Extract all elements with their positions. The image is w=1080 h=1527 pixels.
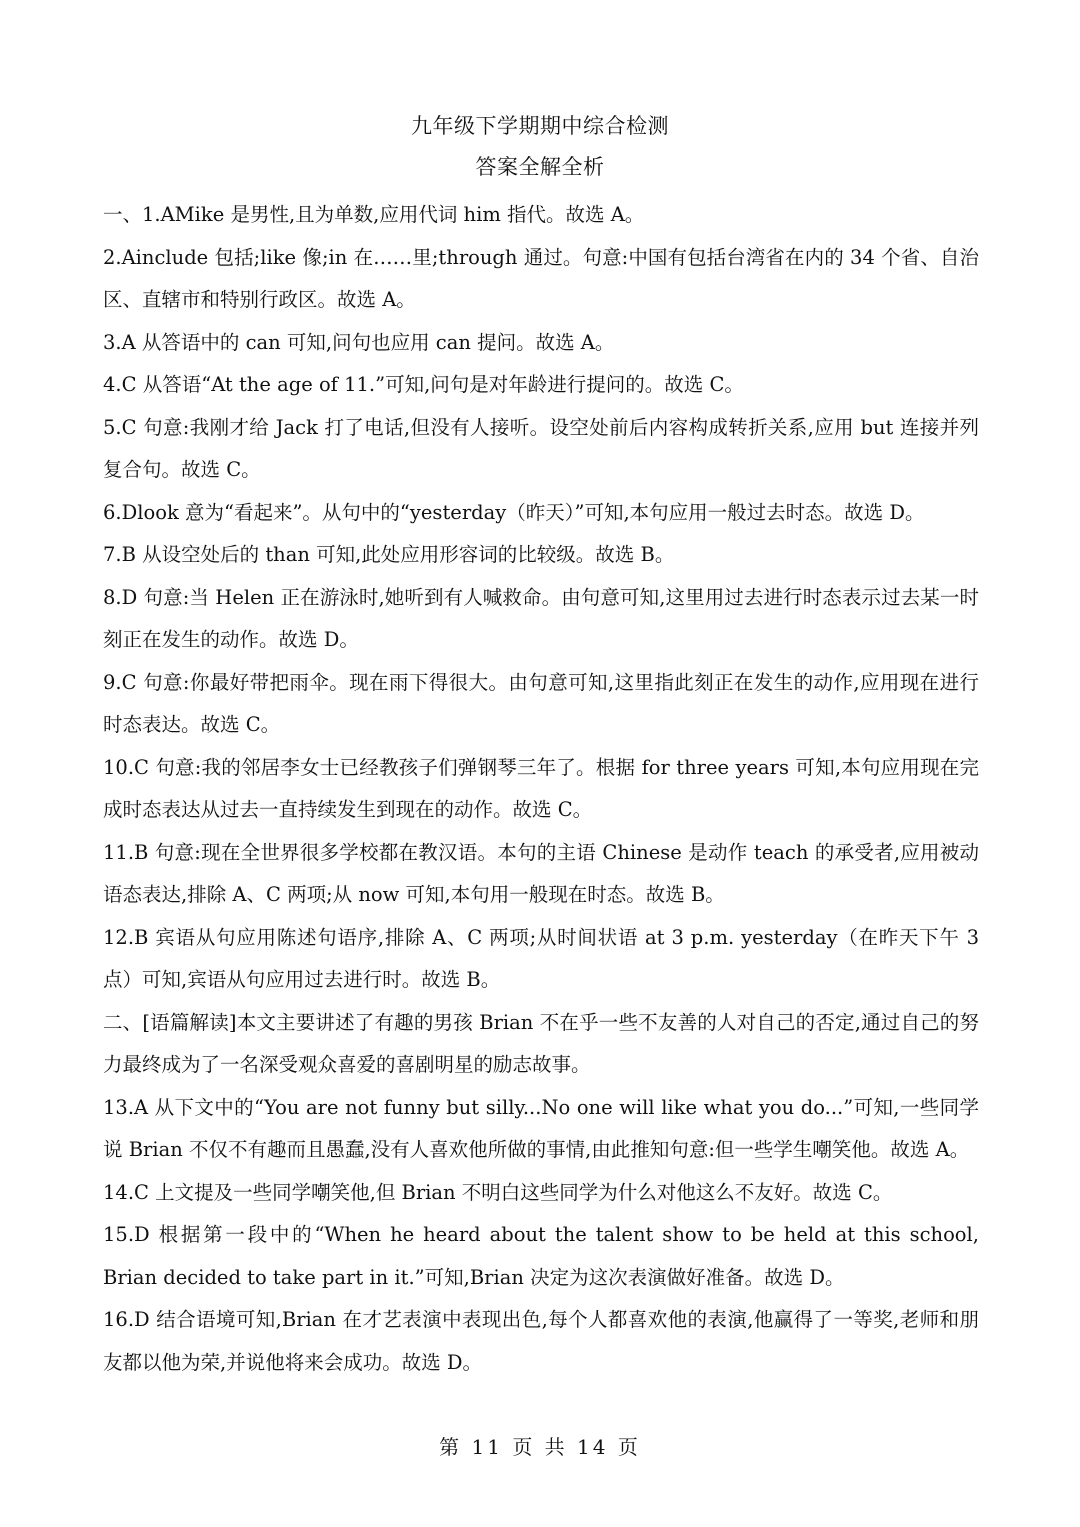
answer-paragraph-7: 7.B 从设空处后的 than 可知,此处应用形容词的比较级。故选 B。	[103, 543, 675, 566]
page-subtitle: 答案全解全析	[475, 155, 605, 179]
answer-paragraph-12: 12.B 宾语从句应用陈述句语序,排除 A、C 两项;从时间状语 at 3 p.m. yesterday（在昨天下午 3 点）可知,宾语从句应用过去进行时。故选 B。	[103, 925, 979, 991]
answer-paragraph-3: 3.A 从答语中的 can 可知,问句也应用 can 提问。故选 A。	[103, 330, 615, 354]
answer-paragraph-16: 16.D 结合语境可知,Brian 在才艺表演中表现出色,每个人都喜欢他的表演,他赢得了一等奖,老师和朋友都以他为荣,并说他将来会成功。故选 D。	[103, 1308, 979, 1374]
answer-paragraph-4: 4.C 从答语“At the age of 11.”可知,问句是对年龄进行提问的。故选 C。	[103, 373, 744, 396]
answer-paragraph-6: 6.Dlook 意为“看起来”。从句中的“yesterday（昨天）”可知,本句应用一般过去时态。故选 D。	[103, 500, 925, 524]
passage-summary: 二、[语篇解读]本文主要讲述了有趣的男孩 Brian 不在乎一些不友善的人对自己的否定,通过自己的努力最终成为了一名深受观众喜爱的喜剧明星的励志故事。	[103, 1010, 979, 1076]
answer-paragraph-11: 11.B 句意:现在全世界很多学校都在教汉语。本句的主语 Chinese 是动作 teach 的承受者,应用被动语态表达,排除 A、C 两项;从 now 可知,本句用一般现在时态。故选 B。	[103, 840, 979, 906]
page-number-footer: 第 11 页 共 14 页	[439, 1435, 641, 1459]
answer-paragraph-10: 10.C 句意:我的邻居李女士已经教孩子们弹钢琴三年了。根据 for three years 可知,本句应用现在完成时态表达从过去一直持续发生到现在的动作。故选 C。	[103, 755, 979, 821]
answer-paragraph-14: 14.C 上文提及一些同学嘲笑他,但 Brian 不明白这些同学为什么对他这么不友好。故选 C。	[103, 1180, 893, 1204]
answer-paragraph-8: 8.D 句意:当 Helen 正在游泳时,她听到有人喊救命。由句意可知,这里用过去进行时态表示过去某一时刻正在发生的动作。故选 D。	[103, 585, 979, 651]
answer-paragraph-13: 13.A 从下文中的“You are not funny but silly...No one will like what you do...”可知,一些同学说 Brian 不仅不有趣而且愚蠢,没有人喜欢他所做的事情,由此推知句意:但一些学生嘲笑他。故选 A。	[103, 1095, 979, 1161]
answer-paragraph-5: 5.C 句意:我刚才给 Jack 打了电话,但没有人接听。设空处前后内容构成转折关系,应用 but 连接并列复合句。故选 C。	[103, 415, 979, 481]
answer-paragraph-1: 一、1.AMike 是男性,且为单数,应用代词 him 指代。故选 A。	[103, 203, 645, 226]
answer-content	[103, 194, 979, 1384]
answer-paragraph-15: 15.D 根据第一段中的“When he heard about the talent show to be held at this school, Brian decided to take part in it.”可知,Brian 决定为这次表演做好准备。故选 D。	[103, 1223, 979, 1289]
page-title: 九年级下学期期中综合检测	[411, 114, 669, 138]
answer-paragraph-2: 2.Ainclude 包括;like 像;in 在……里;through 通过。句意:中国有包括台湾省在内的 34 个省、自治区、直辖市和特别行政区。故选 A。	[103, 245, 979, 311]
answer-paragraph-9: 9.C 句意:你最好带把雨伞。现在雨下得很大。由句意可知,这里指此刻正在发生的动作,应用现在进行时态表达。故选 C。	[103, 670, 979, 736]
